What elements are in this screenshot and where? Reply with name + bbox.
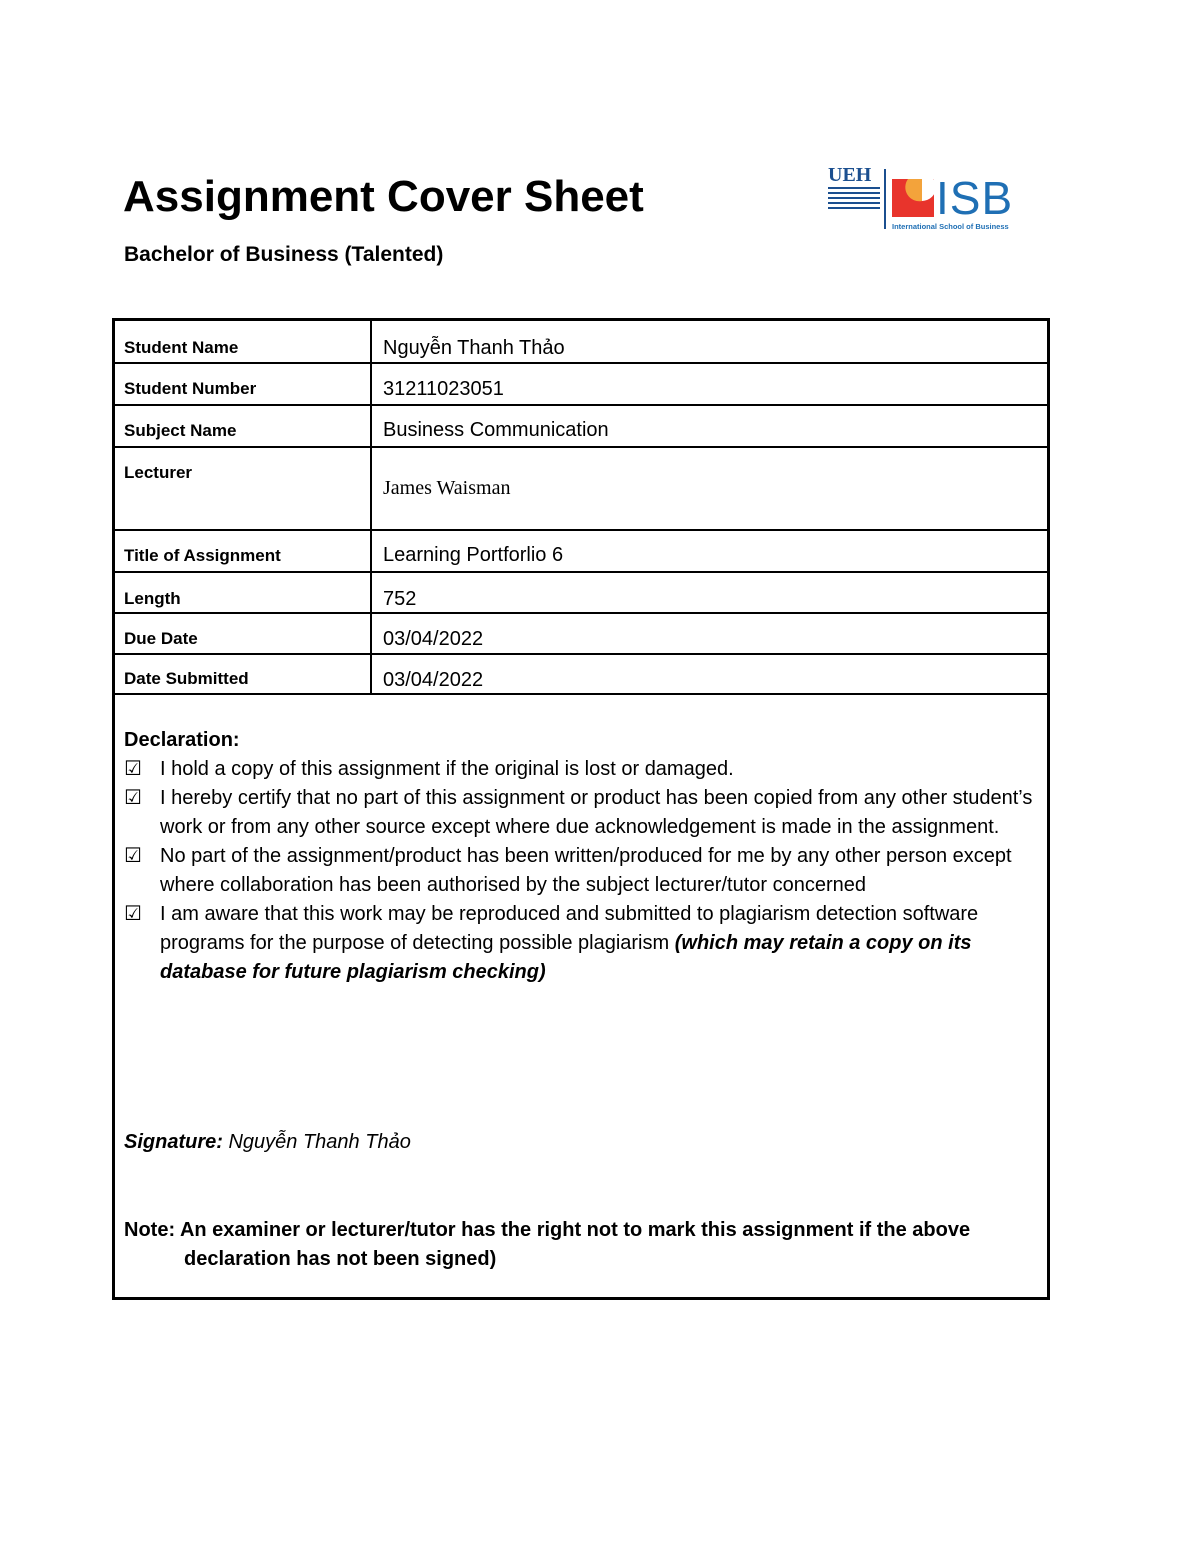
declaration-text: I hereby certify that no part of this assignment or product has been copied from any other student’s work or from any other source except where due acknowledgement is made in the assignment. bbox=[160, 787, 1033, 838]
field-label: Date Submitted bbox=[124, 669, 249, 688]
field-label: Lecturer bbox=[124, 463, 193, 482]
isb-logo-text: ISB bbox=[936, 172, 1014, 224]
declaration-item bbox=[124, 900, 1034, 987]
isb-logo-subtext: International School of Business bbox=[892, 222, 1009, 231]
note-text-line2: declaration has not been signed) bbox=[184, 1248, 497, 1270]
field-value: 752 bbox=[383, 588, 417, 610]
checkbox-checked-icon: ☑ bbox=[124, 845, 142, 867]
field-label: Subject Name bbox=[124, 421, 237, 440]
form-row-due-date bbox=[115, 614, 1047, 655]
form-row-date-submitted bbox=[115, 655, 1047, 695]
declaration-item bbox=[124, 842, 1034, 900]
declaration-text: No part of the assignment/product has been written/produced for me by any other person except where collaboration has been authorised by the subject lecturer/tutor concerned bbox=[160, 845, 1012, 896]
field-value: Learning Portforlio 6 bbox=[383, 544, 564, 566]
note-text-line1: An examiner or lecturer/tutor has the right not to mark this assignment if the above bbox=[179, 1219, 971, 1241]
ueh-logo-stripes bbox=[828, 187, 880, 212]
form-row-lecturer bbox=[115, 448, 1047, 531]
field-value: 03/04/2022 bbox=[383, 669, 484, 691]
checkbox-checked-icon: ☑ bbox=[124, 903, 142, 925]
signature-line bbox=[124, 1131, 411, 1154]
declaration-item bbox=[124, 784, 1034, 842]
form-row-subject-name bbox=[115, 406, 1047, 448]
isb-logo-mark-icon bbox=[892, 179, 934, 217]
form-row-student-name bbox=[115, 321, 1047, 364]
form-row-student-number bbox=[115, 364, 1047, 406]
declaration-text: I hold a copy of this assignment if the original is lost or damaged. bbox=[160, 758, 734, 780]
checkbox-checked-icon: ☑ bbox=[124, 758, 142, 780]
school-logo bbox=[828, 165, 1033, 235]
field-value: James Waisman bbox=[383, 477, 511, 499]
field-value: 03/04/2022 bbox=[383, 628, 484, 650]
field-label: Student Name bbox=[124, 338, 239, 357]
field-label: Student Number bbox=[124, 379, 257, 398]
ueh-logo-text: UEH bbox=[828, 164, 872, 186]
declaration-text: I am aware that this work may be reproduced and submitted to plagiarism detection software programs for the purpose of detecting possible plagiarism bbox=[160, 903, 979, 954]
page-title: Assignment Cover Sheet bbox=[123, 172, 644, 221]
declaration-item bbox=[124, 755, 1034, 784]
signature-label: Signature: bbox=[124, 1131, 223, 1153]
field-label: Due Date bbox=[124, 629, 198, 648]
declaration-section bbox=[124, 726, 1034, 987]
field-value: 31211023051 bbox=[383, 378, 504, 400]
declaration-heading: Declaration: bbox=[124, 729, 240, 751]
form-row-title-of-assignment bbox=[115, 531, 1047, 573]
field-label: Title of Assignment bbox=[124, 546, 281, 565]
checkbox-checked-icon: ☑ bbox=[124, 787, 142, 809]
field-value: Business Communication bbox=[383, 419, 609, 441]
field-label: Length bbox=[124, 589, 181, 608]
page-subtitle: Bachelor of Business (Talented) bbox=[124, 243, 444, 266]
field-value: Nguyễn Thanh Thảo bbox=[383, 337, 565, 359]
form-row-length bbox=[115, 573, 1047, 614]
logo-divider bbox=[884, 169, 886, 229]
note-label: Note: bbox=[124, 1219, 176, 1241]
declaration-emphasis: (which may retain a copy on its database for future plagiarism checking) bbox=[160, 932, 972, 983]
note-section bbox=[124, 1216, 1034, 1274]
signature-value: Nguyễn Thanh Thảo bbox=[228, 1131, 411, 1153]
cover-sheet-form bbox=[112, 318, 1050, 1300]
